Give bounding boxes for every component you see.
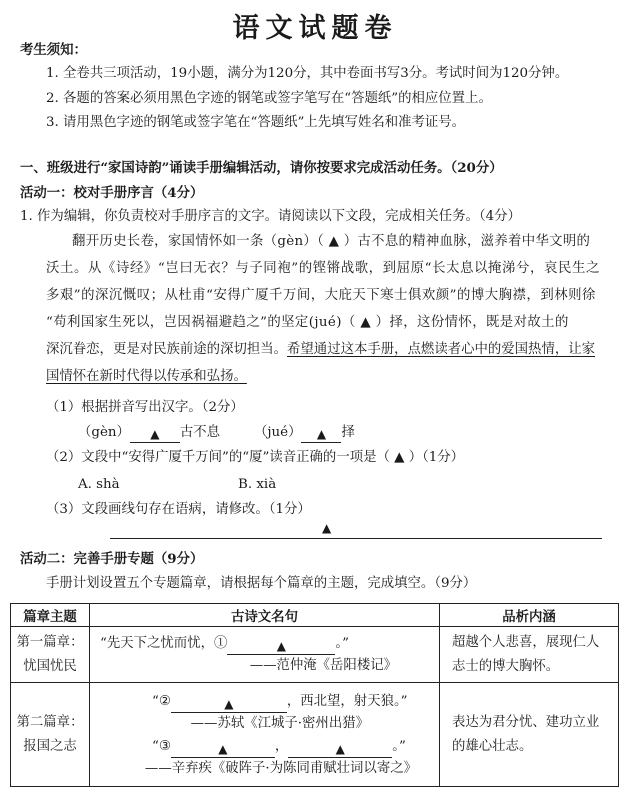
sub-question-1-item-a [78,423,220,443]
quote-text: ， [274,738,289,754]
option-b[interactable]: B. xià [238,477,277,492]
chapter-1-theme [11,627,90,683]
answer-marker: ▲ [218,741,228,756]
chapter-2-analysis [440,683,619,787]
quote-line [90,690,439,713]
table-header-row [11,604,619,627]
table-header: 篇章主题 [11,604,90,627]
topic-table [10,603,619,787]
underlined-sentence-part-2: 国情怀在新时代得以传承和弘扬。 [46,369,247,384]
answer-marker: ▲ [150,427,160,441]
word-tail-gen: 古不息 [179,425,221,440]
passage-line-2: 沃土。从《诗经》“岂曰无衣？与子同袍”的铿锵战歌，到屈原“长太息以掩涕兮，哀民生之 [46,261,600,276]
answer-marker: ▲ [335,741,345,756]
quote-source: ——辛弃疾《破阵子·为陈同甫赋壮词以寄之》 [144,760,417,776]
analysis-text: 的雄心壮志。 [452,738,533,754]
notice-item-2: 2. 各题的答案必须用黑色字迹的钢笔或签字笔写在“答题纸”的相应位置上。 [46,91,492,106]
chapter-2-quote [90,683,440,787]
section-1-heading: 一、班级进行“家国诗韵”诵读手册编辑活动，请你按要求完成活动任务。（20分） [20,160,503,176]
activity-2-intro: 手册计划设置五个专题篇章，请根据每个篇章的主题，完成填空。（9分） [46,576,477,591]
analysis-text: 表达为君分忧、建功立业 [452,714,600,730]
sub-question-2: （2）文段中“安得广厦千万间”的“厦”读音正确的一项是（ ▲ ）（1分） [46,450,465,465]
quote-text: 。” [335,636,349,651]
chapter-1-analysis [440,627,619,683]
activity-1-heading: 活动一：校对手册序言（4分） [20,185,204,201]
pinyin-gen: （gèn） [78,425,130,440]
quote-text: “先天下之忧而忧，① [100,636,228,651]
chapter-label: 第二篇章： [16,714,84,730]
page-title: 语文试题卷 [232,13,398,44]
answer-blank-3b[interactable] [288,742,392,758]
answer-marker: ▲ [316,427,327,441]
table-row [11,627,619,683]
analysis-text: 志士的博大胸怀。 [452,658,560,674]
notice-heading: 考生须知： [20,42,87,58]
word-tail-jue: 择 [341,425,355,440]
question-1-intro: 1. 作为编辑，你负责校对手册序言的文字。请阅读以下文段，完成相关任务。（4分） [20,209,521,224]
quote-text: 。” [392,738,406,754]
passage-line-1: 翻开历史长卷，家国情怀如一条（gèn）（ ▲ ）古不息的精神血脉，滋养着中华文明的 [72,234,591,249]
pinyin-jue: （jué） [254,425,302,440]
passage-line-4: “苟利国家生死以，岂因祸福避趋之”的坚定(jué)（ ▲ ）择，这份情怀，既是对故土的 [46,315,569,330]
underlined-sentence-part-1: 希望通过这本手册，点燃读者心中的爱国热情，让家 [287,342,596,357]
option-a[interactable]: A. shà [78,477,120,492]
table-header: 品析内涵 [440,604,619,627]
answer-marker: ▲ [224,696,234,711]
table-row [11,683,619,787]
activity-2-heading: 活动二：完善手册专题（9分） [20,551,204,567]
chapter-label: 第一篇章： [16,634,84,650]
sub-question-1: （1）根据拼音写出汉字。（2分） [46,400,244,415]
passage-line-5 [46,340,595,360]
passage-line-3: 多艰”的深沉慨叹；从杜甫“安得广厦千万间，大庇天下寒士俱欢颜”的博大胸襟，到林则徐 [46,288,596,303]
quote-text: ，西北望，射天狼。” [286,693,408,709]
sub-question-1-item-b [254,423,355,443]
chapter-theme: 忧国忧民 [23,658,77,674]
quote-line [90,735,439,758]
notice-item-3: 3. 请用黑色字迹的钢笔或签字笔在“答题纸”上先填写姓名和准考证号。 [46,115,466,130]
answer-line-sub-3[interactable] [110,537,602,539]
quote-text: “③ [152,738,171,754]
answer-blank-2[interactable] [171,697,287,713]
quote-line [90,632,439,655]
answer-marker: ▲ [276,639,286,653]
answer-blank-1[interactable] [227,639,335,655]
answer-blank-3a[interactable] [171,742,275,758]
sub-question-3: （3）文段画线句存在语病，请修改。（1分） [46,502,311,517]
notice-item-1: 1. 全卷共三项活动，19小题，满分为120分，其中卷面书写3分。考试时间为120分钟。 [46,66,569,81]
chapter-1-quote [90,627,440,683]
chapter-theme: 报国之志 [23,738,77,754]
passage-line-5-plain: 深沉眷恋，更是对民族前途的深切担当。 [46,342,288,357]
quote-source: ——范仲淹《岳阳楼记》 [249,658,397,673]
analysis-text: 超越个人悲喜，展现仁人 [452,634,600,650]
quote-text: “② [152,693,171,709]
table-header: 古诗文名句 [90,604,440,627]
answer-blank-jue[interactable] [301,427,341,443]
chapter-2-theme [11,683,90,787]
answer-marker: ▲ [322,521,332,535]
quote-source: ——苏轼《江城子·密州出猎》 [190,715,369,731]
answer-blank-gen[interactable] [130,427,180,443]
